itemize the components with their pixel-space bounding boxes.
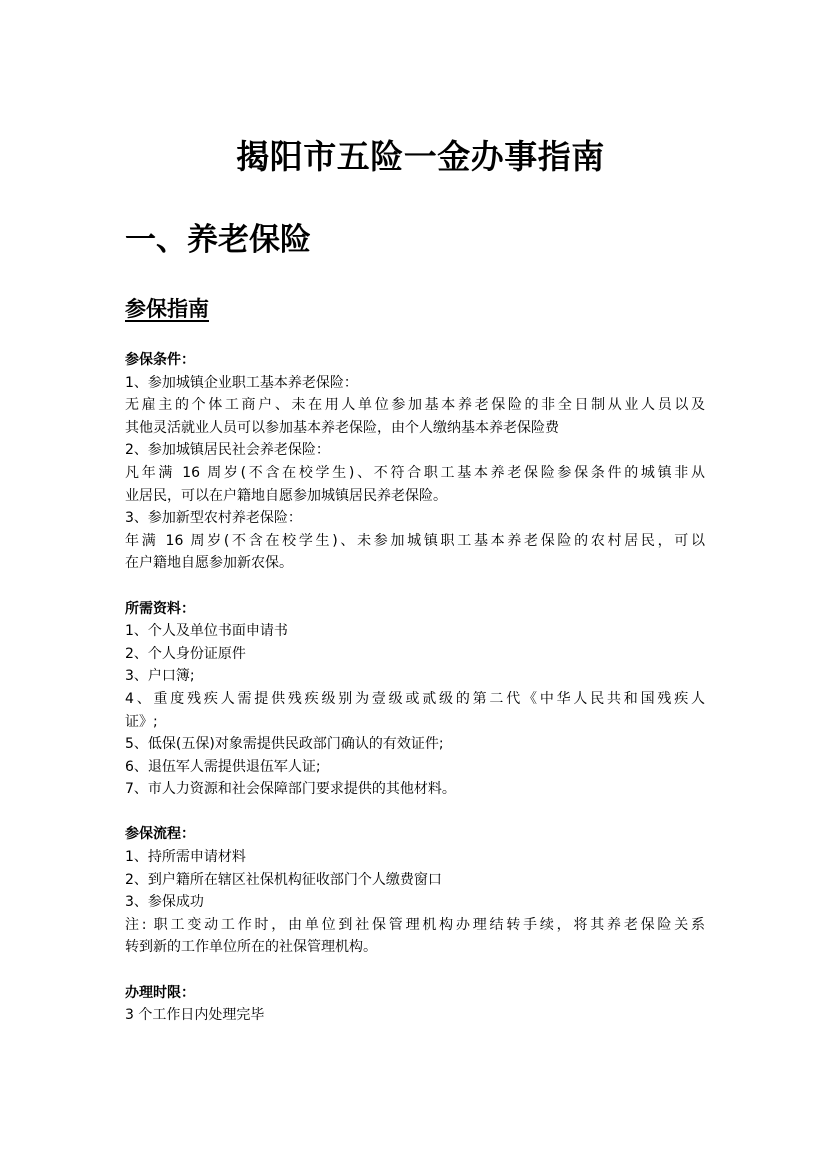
material-item: 3、户口簿; bbox=[125, 668, 195, 685]
page-title: 揭阳市五险一金办事指南 bbox=[236, 137, 605, 176]
material-item: 6、退伍军人需提供退伍军人证; bbox=[125, 758, 321, 775]
condition-3-text-line: 年满 16 周岁(不含在校学生)、未参加城镇职工基本养老保险的农村居民，可以 bbox=[125, 532, 705, 549]
process-step: 3、参保成功 bbox=[125, 894, 204, 911]
material-item: 4、重度残疾人需提供残疾级别为壹级或贰级的第二代《中华人民共和国残疾人 bbox=[125, 690, 705, 707]
section-heading-pension: 一、养老保险 bbox=[125, 222, 311, 258]
paragraph-gap bbox=[125, 801, 705, 824]
condition-2-text-line: 业居民，可以在户籍地自愿参加城镇居民养老保险。 bbox=[125, 487, 447, 504]
condition-2-text-line: 凡年满 16 周岁(不含在校学生)、不符合职工基本养老保险参保条件的城镇非从 bbox=[125, 464, 705, 481]
process-note-line: 注: 职工变动工作时，由单位到社保管理机构办理结转手续，将其养老保险关系 bbox=[125, 916, 705, 933]
conditions-label: 参保条件： bbox=[125, 352, 195, 368]
material-item: 2、个人身份证原件 bbox=[125, 645, 246, 662]
material-item: 5、低保(五保)对象需提供民政部门确认的有效证件; bbox=[125, 736, 444, 753]
subheading-enrollment-guide: 参保指南 bbox=[125, 297, 209, 321]
condition-3-title: 3、参加新型农村养老保险： bbox=[125, 510, 302, 527]
process-note-line: 转到新的工作单位所在的社保管理机构。 bbox=[125, 939, 377, 956]
process-step: 1、持所需申请材料 bbox=[125, 849, 246, 866]
materials-label: 所需资料： bbox=[125, 600, 195, 617]
material-item: 7、市人力资源和社会保障部门要求提供的其他材料。 bbox=[125, 781, 456, 798]
process-step: 2、到户籍所在辖区社保机构征收部门个人缴费窗口 bbox=[125, 871, 442, 888]
paragraph-gap bbox=[125, 575, 705, 598]
paragraph-gap bbox=[125, 959, 705, 982]
process-label: 参保流程： bbox=[125, 826, 195, 843]
material-item: 1、个人及单位书面申请书 bbox=[125, 623, 288, 640]
time-limit-label: 办理时限： bbox=[125, 984, 195, 1001]
condition-1-title: 1、参加城镇企业职工基本养老保险： bbox=[125, 374, 358, 391]
time-limit-text: 3 个工作日内处理完毕 bbox=[125, 1007, 265, 1024]
condition-3-text-line: 在户籍地自愿参加新农保。 bbox=[125, 555, 293, 572]
condition-1-text-line: 其他灵活就业人员可以参加基本养老保险，由个人缴纳基本养老保险费 bbox=[125, 419, 559, 436]
guide-body bbox=[125, 349, 705, 1027]
condition-2-title: 2、参加城镇居民社会养老保险： bbox=[125, 442, 330, 459]
material-item-continued: 证》; bbox=[125, 713, 158, 730]
condition-1-text-line: 无雇主的个体工商户、未在用人单位参加基本养老保险的非全日制从业人员以及 bbox=[125, 397, 705, 414]
